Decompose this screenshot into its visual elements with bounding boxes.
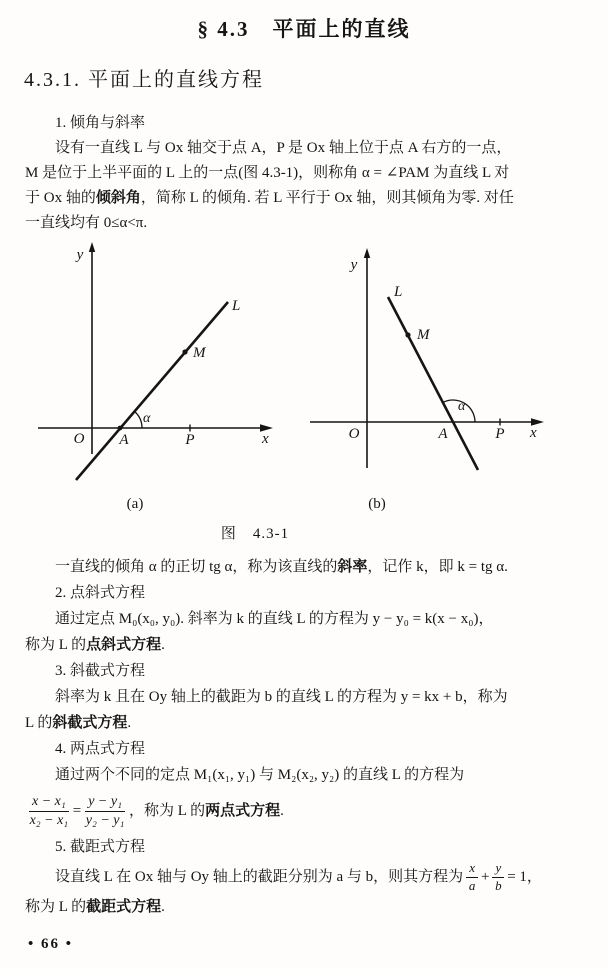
fraction-numerator: y − y₁ xyxy=(85,794,125,811)
text-segment: = xyxy=(72,803,82,819)
panel-a-caption: (a) xyxy=(126,496,144,512)
paragraph-block-bottom xyxy=(25,554,600,920)
text-segment: . xyxy=(161,899,165,915)
paragraph-block-top xyxy=(25,111,600,236)
label-L: L xyxy=(232,298,241,314)
text-segment: 设有一直线 L 与 Ox 轴交于点 A，P 是 Ox 轴上位于点 A 右方的一点， xyxy=(55,140,512,156)
text-line xyxy=(25,860,600,894)
text-line xyxy=(25,762,600,788)
figure-4-3-1 xyxy=(0,240,608,540)
text-segment: . xyxy=(127,715,132,731)
text-segment: 一直线的倾角 α 的正切 tg α，称为该直线的 xyxy=(55,559,338,575)
emphasized-term: 倾斜角 xyxy=(95,190,141,206)
fraction-numerator: x − x₁ xyxy=(29,794,69,811)
text-segment: 称为 L 的 xyxy=(25,637,87,653)
emphasized-term: 截距式方程 xyxy=(86,899,162,915)
angle-arc xyxy=(134,411,142,428)
text-line xyxy=(25,658,600,684)
fraction-numerator: y xyxy=(492,861,504,877)
panel-b-caption: (b) xyxy=(368,496,386,512)
fraction-numerator: x xyxy=(466,861,478,877)
fraction xyxy=(466,861,478,893)
fraction-denominator: y₂ − y₁ xyxy=(85,812,125,828)
text-line xyxy=(25,111,600,136)
text-segment: M 是位于上半平面的 L 上的一点(图 4.3-1)，则称角 α = ∠PAM 为直线 L 对 xyxy=(25,165,510,181)
text-segment: 4. 两点式方程 xyxy=(55,741,146,757)
label-O: O xyxy=(348,426,360,442)
text-segment: 于 Ox 轴的 xyxy=(25,190,96,206)
text-segment: 设直线 L 在 Ox 轴与 Oy 轴上的截距分别为 a 与 b，则其方程为 xyxy=(55,869,464,885)
point-M xyxy=(405,332,410,337)
fraction-denominator: b xyxy=(495,877,502,893)
text-line xyxy=(25,211,600,236)
diagram-panel-a xyxy=(30,240,310,508)
text-segment: 称为 L 的 xyxy=(25,899,87,915)
section-heading: 4.3.1. 平面上的直线方程 xyxy=(24,69,264,91)
label-M: M xyxy=(193,345,206,361)
y-axis-arrow-icon xyxy=(89,242,95,252)
emphasized-term: 两点式方程 xyxy=(205,803,281,819)
y-axis-arrow-icon xyxy=(364,248,370,258)
text-line xyxy=(25,161,600,186)
text-segment: = 1， xyxy=(507,869,542,885)
text-line xyxy=(25,710,600,736)
text-line xyxy=(25,632,600,658)
text-line xyxy=(25,684,600,710)
fraction-denominator: x₂ − x₁ xyxy=(29,812,69,828)
label-P: P xyxy=(495,426,505,442)
text-segment: 斜率为 k 且在 Oy 轴上的截距为 b 的直线 L 的方程为 y = kx + b，称为 xyxy=(55,689,508,705)
text-line xyxy=(25,834,600,860)
text-segment: ，称为 L 的 xyxy=(128,803,206,819)
text-segment: 一直线均有 0≤α<π. xyxy=(25,215,148,231)
label-x: x xyxy=(530,425,537,441)
text-segment: 1. 倾角与斜率 xyxy=(55,115,146,131)
line-L xyxy=(388,297,478,470)
text-segment: 5. 截距式方程 xyxy=(55,839,146,855)
text-line xyxy=(25,580,600,606)
text-segment: ，记作 k，即 k = tg α. xyxy=(367,559,508,575)
label-O: O xyxy=(73,431,85,447)
label-A: A xyxy=(438,426,448,442)
text-line xyxy=(25,736,600,762)
label-M: M xyxy=(417,327,430,343)
text-segment: ，简称 L 的倾角. 若 L 平行于 Ox 轴，则其倾角为零. 对任 xyxy=(140,190,514,206)
emphasized-term: 斜率 xyxy=(337,559,368,575)
text-line xyxy=(25,136,600,161)
label-A: A xyxy=(119,432,129,448)
text-segment: 通过定点 M₀(x₀, y₀). 斜率为 k 的直线 L 的方程为 y − y₀ = k(x − x₀)， xyxy=(55,611,494,627)
text-segment: 通过两个不同的定点 M₁(x₁, y₁) 与 M₂(x₂, y₂) 的直线 L 的方程为 xyxy=(55,767,465,783)
point-A xyxy=(118,426,123,431)
text-line xyxy=(25,894,600,920)
emphasized-term: 点斜式方程 xyxy=(86,637,162,653)
text-segment: + xyxy=(480,869,490,885)
label-alpha: α xyxy=(458,399,466,414)
fraction-denominator: a xyxy=(468,877,476,893)
point-M xyxy=(182,349,187,354)
page-title: § 4.3 平面上的直线 xyxy=(197,17,411,41)
label-y: y xyxy=(76,247,84,263)
text-line xyxy=(25,788,600,834)
label-L: L xyxy=(394,284,403,300)
emphasized-term: 斜截式方程 xyxy=(52,715,128,731)
label-x: x xyxy=(262,431,269,447)
text-segment: . xyxy=(280,803,284,819)
page-number: • 66 • xyxy=(28,936,74,952)
text-segment: 3. 斜截式方程 xyxy=(55,663,146,679)
diagram-panel-b xyxy=(300,240,580,508)
figure-caption: 图 4.3-1 xyxy=(220,526,290,542)
label-P: P xyxy=(185,432,195,448)
label-y: y xyxy=(350,257,358,273)
label-alpha: α xyxy=(143,411,151,426)
text-line xyxy=(25,554,600,580)
fraction xyxy=(492,861,504,893)
fraction xyxy=(85,794,125,828)
fraction xyxy=(29,794,69,828)
line-L xyxy=(73,302,228,480)
text-segment: . xyxy=(161,637,165,653)
text-line xyxy=(25,606,600,632)
text-segment: L 的 xyxy=(25,715,53,731)
text-line xyxy=(25,186,600,211)
text-segment: 2. 点斜式方程 xyxy=(55,585,146,601)
